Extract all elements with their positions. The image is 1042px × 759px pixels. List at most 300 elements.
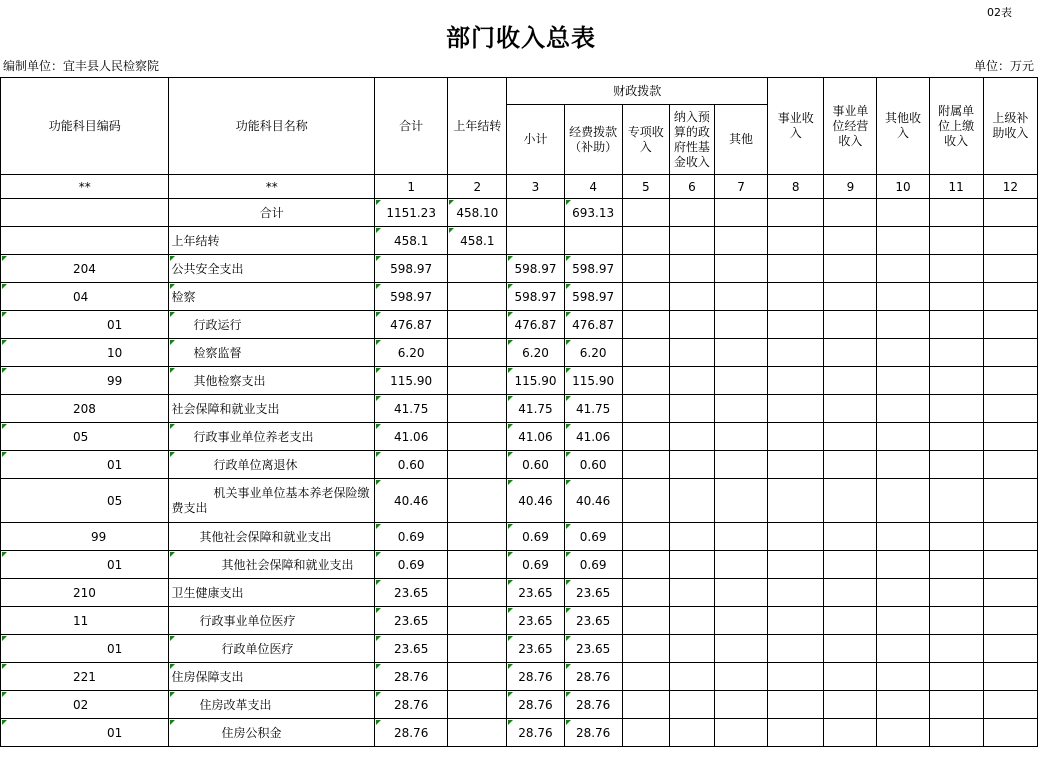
- name-cell: 行政事业单位医疗: [169, 607, 375, 635]
- total-cell: 40.46: [375, 479, 448, 523]
- empty-cell: [669, 311, 714, 339]
- column-number: 2: [448, 175, 507, 199]
- empty-cell: [714, 523, 767, 551]
- empty-cell: [669, 227, 714, 255]
- empty-cell: [622, 579, 669, 607]
- name-cell: 检察监督: [169, 339, 375, 367]
- empty-cell: [622, 691, 669, 719]
- empty-cell: [768, 395, 824, 423]
- total-cell: 458.1: [375, 227, 448, 255]
- total-cell: 23.65: [375, 635, 448, 663]
- empty-cell: [824, 423, 877, 451]
- code-cell: 04: [1, 283, 169, 311]
- page-title: 部门收入总表: [446, 24, 596, 52]
- empty-cell: [983, 423, 1037, 451]
- table-row: [1, 283, 1038, 311]
- funding-cell: 23.65: [564, 635, 622, 663]
- funding-cell: 41.06: [564, 423, 622, 451]
- empty-cell: [929, 199, 983, 227]
- column-number: 10: [877, 175, 929, 199]
- total-cell: 28.76: [375, 663, 448, 691]
- empty-cell: [768, 691, 824, 719]
- empty-cell: [983, 339, 1037, 367]
- subtotal-cell: 0.60: [507, 451, 564, 479]
- empty-cell: [669, 635, 714, 663]
- empty-cell: [768, 423, 824, 451]
- empty-cell: [929, 719, 983, 747]
- empty-cell: [983, 719, 1037, 747]
- empty-cell: [622, 479, 669, 523]
- name-cell: 住房改革支出: [169, 691, 375, 719]
- name-cell: 行政事业单位养老支出: [169, 423, 375, 451]
- code-cell: 01: [1, 451, 169, 479]
- carryover-cell: [448, 395, 507, 423]
- empty-cell: [768, 607, 824, 635]
- total-cell: 1151.23: [375, 199, 448, 227]
- funding-cell: 28.76: [564, 691, 622, 719]
- carryover-cell: [448, 607, 507, 635]
- empty-cell: [714, 227, 767, 255]
- empty-cell: [669, 691, 714, 719]
- subtotal-cell: 6.20: [507, 339, 564, 367]
- column-number: 4: [564, 175, 622, 199]
- empty-cell: [714, 423, 767, 451]
- column-number: 5: [622, 175, 669, 199]
- column-number: 6: [669, 175, 714, 199]
- table-row: [1, 607, 1038, 635]
- empty-cell: [669, 523, 714, 551]
- empty-cell: [824, 663, 877, 691]
- code-cell: 204: [1, 255, 169, 283]
- empty-cell: [877, 635, 929, 663]
- header-gov-fund: 纳入预算的政府性基金收入: [669, 105, 714, 175]
- table-row: [1, 255, 1038, 283]
- name-cell: 住房公积金: [169, 719, 375, 747]
- empty-cell: [768, 367, 824, 395]
- empty-cell: [714, 283, 767, 311]
- empty-cell: [877, 199, 929, 227]
- subtotal-cell: [507, 199, 564, 227]
- empty-cell: [824, 227, 877, 255]
- empty-cell: [983, 255, 1037, 283]
- funding-cell: 28.76: [564, 663, 622, 691]
- carryover-cell: [448, 663, 507, 691]
- empty-cell: [669, 367, 714, 395]
- unit-label: 单位：万元: [973, 59, 1034, 73]
- carryover-cell: [448, 451, 507, 479]
- empty-cell: [622, 367, 669, 395]
- total-cell: 115.90: [375, 367, 448, 395]
- empty-cell: [824, 255, 877, 283]
- total-cell: 0.69: [375, 523, 448, 551]
- code-cell: 01: [1, 719, 169, 747]
- empty-cell: [877, 423, 929, 451]
- funding-cell: 598.97: [564, 283, 622, 311]
- funding-cell: 0.60: [564, 451, 622, 479]
- empty-cell: [768, 579, 824, 607]
- name-cell: 公共安全支出: [169, 255, 375, 283]
- empty-cell: [714, 339, 767, 367]
- empty-cell: [669, 607, 714, 635]
- header-special: 专项收入: [622, 105, 669, 175]
- column-number: 9: [824, 175, 877, 199]
- code-cell: 02: [1, 691, 169, 719]
- code-cell: 99: [1, 523, 169, 551]
- empty-cell: [622, 663, 669, 691]
- empty-cell: [714, 367, 767, 395]
- empty-cell: [768, 199, 824, 227]
- carryover-cell: [448, 339, 507, 367]
- empty-cell: [983, 227, 1037, 255]
- form-number: 02表: [987, 6, 1012, 19]
- empty-cell: [929, 339, 983, 367]
- header-other-income: 其他收入: [877, 78, 929, 175]
- name-cell: 上年结转: [169, 227, 375, 255]
- header-carryover: 上年结转: [448, 78, 507, 175]
- empty-cell: [983, 283, 1037, 311]
- empty-cell: [768, 451, 824, 479]
- empty-cell: [929, 451, 983, 479]
- empty-cell: [714, 691, 767, 719]
- empty-cell: [929, 607, 983, 635]
- empty-cell: [929, 311, 983, 339]
- total-cell: 23.65: [375, 579, 448, 607]
- table-row: [1, 227, 1038, 255]
- total-cell: 28.76: [375, 691, 448, 719]
- empty-cell: [669, 551, 714, 579]
- code-cell: [1, 199, 169, 227]
- empty-cell: [669, 451, 714, 479]
- table-row: [1, 199, 1038, 227]
- funding-cell: 28.76: [564, 719, 622, 747]
- empty-cell: [877, 551, 929, 579]
- subtotal-cell: 598.97: [507, 255, 564, 283]
- subtotal-cell: 28.76: [507, 719, 564, 747]
- name-cell: 社会保障和就业支出: [169, 395, 375, 423]
- empty-cell: [669, 423, 714, 451]
- empty-cell: [929, 663, 983, 691]
- empty-cell: [824, 523, 877, 551]
- name-cell: 其他社会保障和就业支出: [169, 523, 375, 551]
- empty-cell: [929, 423, 983, 451]
- subtotal-cell: 115.90: [507, 367, 564, 395]
- header-unit-ops: 事业单位经营收入: [824, 78, 877, 175]
- table-row: [1, 691, 1038, 719]
- total-cell: 41.06: [375, 423, 448, 451]
- empty-cell: [929, 227, 983, 255]
- empty-cell: [714, 311, 767, 339]
- empty-cell: [622, 523, 669, 551]
- carryover-cell: [448, 479, 507, 523]
- empty-cell: [768, 311, 824, 339]
- name-cell: 机关事业单位基本养老保险缴费支出: [169, 479, 375, 523]
- table-row: [1, 423, 1038, 451]
- column-number: 12: [983, 175, 1037, 199]
- header-code: 功能科目编码: [1, 78, 169, 175]
- empty-cell: [983, 635, 1037, 663]
- empty-cell: [824, 607, 877, 635]
- total-cell: 41.75: [375, 395, 448, 423]
- header-total: 合计: [375, 78, 448, 175]
- empty-cell: [768, 283, 824, 311]
- empty-cell: [983, 395, 1037, 423]
- total-cell: 598.97: [375, 283, 448, 311]
- subtotal-cell: 23.65: [507, 579, 564, 607]
- empty-cell: [714, 635, 767, 663]
- header-subtotal: 小计: [507, 105, 564, 175]
- empty-cell: [714, 551, 767, 579]
- empty-cell: [714, 395, 767, 423]
- empty-cell: [824, 635, 877, 663]
- carryover-cell: [448, 367, 507, 395]
- funding-cell: 23.65: [564, 607, 622, 635]
- table-row: [1, 663, 1038, 691]
- empty-cell: [877, 663, 929, 691]
- empty-cell: [929, 283, 983, 311]
- empty-cell: [714, 199, 767, 227]
- empty-cell: [669, 479, 714, 523]
- funding-cell: 0.69: [564, 523, 622, 551]
- subtotal-cell: 0.69: [507, 523, 564, 551]
- empty-cell: [824, 339, 877, 367]
- empty-cell: [877, 283, 929, 311]
- subtotal-cell: 41.75: [507, 395, 564, 423]
- funding-cell: 40.46: [564, 479, 622, 523]
- subtotal-cell: 41.06: [507, 423, 564, 451]
- funding-cell: 693.13: [564, 199, 622, 227]
- empty-cell: [877, 255, 929, 283]
- empty-cell: [669, 395, 714, 423]
- table-row: [1, 523, 1038, 551]
- empty-cell: [768, 663, 824, 691]
- total-cell: 0.60: [375, 451, 448, 479]
- code-cell: 210: [1, 579, 169, 607]
- carryover-cell: [448, 523, 507, 551]
- empty-cell: [622, 199, 669, 227]
- funding-cell: 476.87: [564, 311, 622, 339]
- empty-cell: [669, 255, 714, 283]
- table-row: [1, 451, 1038, 479]
- name-cell: 其他检察支出: [169, 367, 375, 395]
- subtotal-cell: [507, 227, 564, 255]
- empty-cell: [824, 719, 877, 747]
- table-row: [1, 551, 1038, 579]
- empty-cell: [714, 579, 767, 607]
- carryover-cell: [448, 283, 507, 311]
- funding-cell: 23.65: [564, 579, 622, 607]
- empty-cell: [622, 719, 669, 747]
- funding-cell: 41.75: [564, 395, 622, 423]
- empty-cell: [622, 283, 669, 311]
- subtotal-cell: 40.46: [507, 479, 564, 523]
- table-row: [1, 367, 1038, 395]
- empty-cell: [824, 199, 877, 227]
- empty-cell: [983, 607, 1037, 635]
- empty-cell: [929, 551, 983, 579]
- empty-cell: [768, 479, 824, 523]
- funding-cell: 115.90: [564, 367, 622, 395]
- carryover-cell: [448, 423, 507, 451]
- income-table: [0, 77, 1038, 747]
- empty-cell: [669, 719, 714, 747]
- column-number: 7: [714, 175, 767, 199]
- header-fiscal-group: 财政拨款: [507, 78, 768, 105]
- empty-cell: [929, 691, 983, 719]
- subtotal-cell: 23.65: [507, 607, 564, 635]
- carryover-cell: [448, 255, 507, 283]
- empty-cell: [877, 691, 929, 719]
- column-number: **: [169, 175, 375, 199]
- name-cell: 行政运行: [169, 311, 375, 339]
- column-number: 8: [768, 175, 824, 199]
- total-cell: 476.87: [375, 311, 448, 339]
- empty-cell: [669, 663, 714, 691]
- name-cell: 行政单位离退休: [169, 451, 375, 479]
- empty-cell: [768, 523, 824, 551]
- empty-cell: [669, 199, 714, 227]
- funding-cell: 598.97: [564, 255, 622, 283]
- empty-cell: [622, 607, 669, 635]
- empty-cell: [983, 479, 1037, 523]
- table-row: [1, 339, 1038, 367]
- empty-cell: [929, 395, 983, 423]
- empty-cell: [824, 395, 877, 423]
- total-cell: 0.69: [375, 551, 448, 579]
- empty-cell: [824, 479, 877, 523]
- empty-cell: [622, 395, 669, 423]
- empty-cell: [877, 719, 929, 747]
- empty-cell: [983, 367, 1037, 395]
- table-row: [1, 579, 1038, 607]
- empty-cell: [877, 607, 929, 635]
- empty-cell: [983, 663, 1037, 691]
- empty-cell: [622, 311, 669, 339]
- empty-cell: [983, 579, 1037, 607]
- code-cell: 11: [1, 607, 169, 635]
- empty-cell: [824, 311, 877, 339]
- carryover-cell: 458.1: [448, 227, 507, 255]
- subtotal-cell: 23.65: [507, 635, 564, 663]
- code-cell: [1, 227, 169, 255]
- empty-cell: [669, 579, 714, 607]
- empty-cell: [824, 451, 877, 479]
- empty-cell: [622, 423, 669, 451]
- header-other-fiscal: 其他: [714, 105, 767, 175]
- name-cell: 行政单位医疗: [169, 635, 375, 663]
- code-cell: 221: [1, 663, 169, 691]
- column-number: 1: [375, 175, 448, 199]
- column-number: 11: [929, 175, 983, 199]
- name-cell: 卫生健康支出: [169, 579, 375, 607]
- total-cell: 23.65: [375, 607, 448, 635]
- empty-cell: [714, 607, 767, 635]
- empty-cell: [983, 451, 1037, 479]
- table-row: [1, 311, 1038, 339]
- name-cell: 其他社会保障和就业支出: [169, 551, 375, 579]
- table-row: [1, 479, 1038, 523]
- empty-cell: [768, 719, 824, 747]
- empty-cell: [824, 579, 877, 607]
- empty-cell: [622, 227, 669, 255]
- table-row: [1, 395, 1038, 423]
- empty-cell: [877, 579, 929, 607]
- empty-cell: [622, 255, 669, 283]
- name-cell: 检察: [169, 283, 375, 311]
- code-cell: 01: [1, 635, 169, 663]
- header-business: 事业收入: [768, 78, 824, 175]
- header-affiliate: 附属单位上缴收入: [929, 78, 983, 175]
- empty-cell: [983, 691, 1037, 719]
- empty-cell: [824, 367, 877, 395]
- header-funding: 经费拨款（补助）: [564, 105, 622, 175]
- carryover-cell: [448, 311, 507, 339]
- empty-cell: [768, 255, 824, 283]
- empty-cell: [929, 367, 983, 395]
- empty-cell: [877, 339, 929, 367]
- empty-cell: [824, 551, 877, 579]
- empty-cell: [877, 311, 929, 339]
- carryover-cell: [448, 551, 507, 579]
- empty-cell: [714, 255, 767, 283]
- empty-cell: [714, 719, 767, 747]
- code-cell: 10: [1, 339, 169, 367]
- empty-cell: [929, 255, 983, 283]
- empty-cell: [768, 635, 824, 663]
- empty-cell: [622, 339, 669, 367]
- subtotal-cell: 0.69: [507, 551, 564, 579]
- empty-cell: [714, 451, 767, 479]
- name-cell: 住房保障支出: [169, 663, 375, 691]
- total-cell: 28.76: [375, 719, 448, 747]
- empty-cell: [768, 339, 824, 367]
- empty-cell: [714, 479, 767, 523]
- carryover-cell: [448, 635, 507, 663]
- empty-cell: [929, 635, 983, 663]
- code-cell: 01: [1, 311, 169, 339]
- empty-cell: [983, 551, 1037, 579]
- subtotal-cell: 28.76: [507, 691, 564, 719]
- empty-cell: [877, 227, 929, 255]
- empty-cell: [929, 523, 983, 551]
- subtotal-cell: 598.97: [507, 283, 564, 311]
- carryover-cell: 458.10: [448, 199, 507, 227]
- empty-cell: [714, 663, 767, 691]
- empty-cell: [877, 523, 929, 551]
- funding-cell: 0.69: [564, 551, 622, 579]
- empty-cell: [622, 451, 669, 479]
- subtotal-cell: 476.87: [507, 311, 564, 339]
- carryover-cell: [448, 579, 507, 607]
- name-cell: 合计: [169, 199, 375, 227]
- empty-cell: [929, 579, 983, 607]
- subtotal-cell: 28.76: [507, 663, 564, 691]
- empty-cell: [929, 479, 983, 523]
- empty-cell: [877, 451, 929, 479]
- empty-cell: [622, 635, 669, 663]
- code-cell: 01: [1, 551, 169, 579]
- total-cell: 6.20: [375, 339, 448, 367]
- carryover-cell: [448, 691, 507, 719]
- empty-cell: [622, 551, 669, 579]
- empty-cell: [983, 199, 1037, 227]
- empty-cell: [877, 395, 929, 423]
- empty-cell: [983, 311, 1037, 339]
- column-number: **: [1, 175, 169, 199]
- header-superior: 上级补助收入: [983, 78, 1037, 175]
- code-cell: 99: [1, 367, 169, 395]
- table-row: [1, 719, 1038, 747]
- empty-cell: [983, 523, 1037, 551]
